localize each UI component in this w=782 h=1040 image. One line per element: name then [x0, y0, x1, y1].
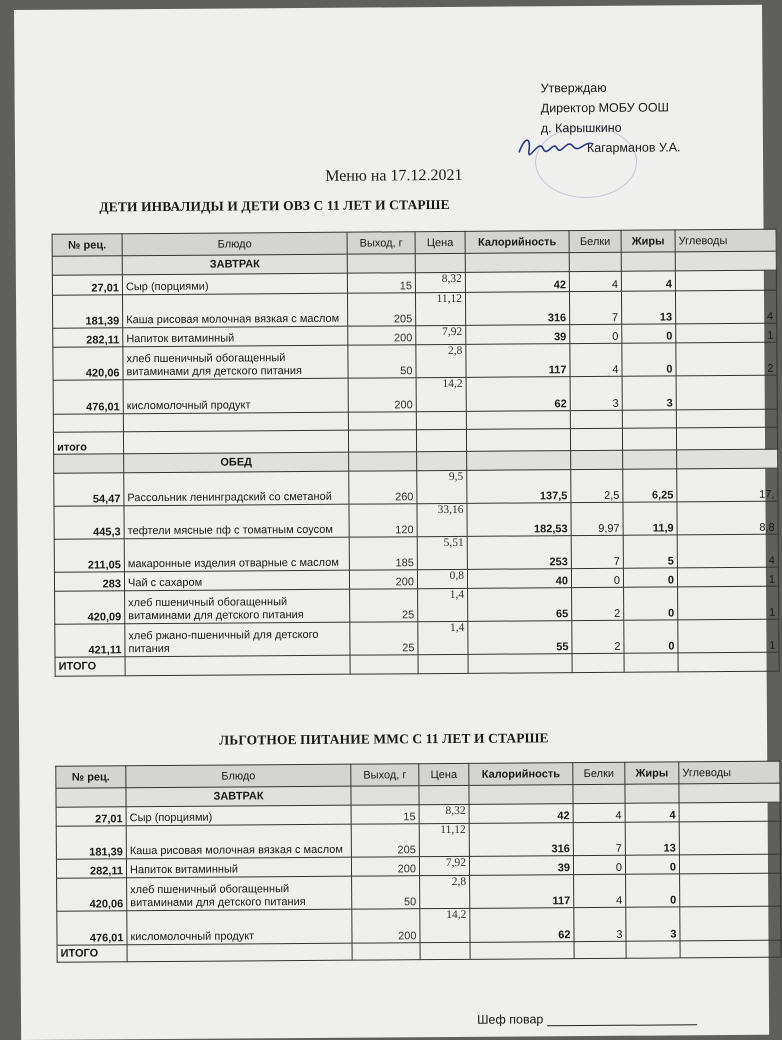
price: 8,32	[419, 804, 469, 823]
section-title-1: ДЕТИ ИНВАЛИДЫ И ДЕТИ ОВЗ С 11 ЛЕТ И СТАРШЕ	[99, 196, 450, 215]
carbs: 8,8	[677, 501, 778, 535]
table-row	[54, 468, 778, 506]
proteins: 4	[573, 803, 625, 822]
total-label: ИТОГО	[55, 657, 125, 676]
calories: 55	[468, 621, 572, 655]
header-out: Выход, г	[347, 232, 415, 254]
table-row	[53, 342, 777, 380]
meal-label: ОБЕД	[124, 452, 349, 473]
recipe-number: 420,06	[53, 347, 123, 380]
recipe-number: 282,11	[53, 328, 123, 347]
header-rec: № рец.	[52, 234, 122, 256]
price: 11,12	[415, 292, 465, 325]
price: 11,12	[419, 823, 469, 856]
fats: 11,9	[623, 502, 677, 535]
header-prot: Белки	[569, 230, 621, 252]
carbs: 1	[678, 586, 779, 620]
chef-signature-line	[477, 1011, 697, 1027]
dish-name: тефтели мясные пф с томатным соусом	[124, 504, 349, 539]
price: 2,8	[420, 875, 470, 908]
output-grams: 120	[349, 504, 417, 537]
proteins: 0	[571, 568, 623, 587]
carbs: 1	[676, 323, 777, 343]
output-grams: 200	[348, 326, 416, 345]
menu-table-1	[52, 229, 780, 677]
fats: 0	[626, 874, 680, 907]
calories: 39	[466, 325, 570, 345]
carbs	[679, 821, 780, 855]
output-grams: 185	[349, 537, 417, 570]
calories: 40	[467, 569, 571, 589]
menu-table-2	[55, 761, 781, 963]
price: 1,4	[418, 621, 468, 654]
recipe-number: 445,3	[54, 506, 124, 539]
carbs	[680, 906, 781, 941]
dish-name: хлеб ржано-пшеничный для детского питания	[125, 622, 350, 657]
calories: 316	[465, 292, 569, 326]
header-carb: Углеводы	[679, 761, 780, 784]
recipe-number: 27,01	[56, 807, 126, 826]
proteins: 7	[571, 535, 623, 568]
carbs: 17,	[677, 468, 778, 502]
recipe-number: 211,05	[54, 539, 124, 572]
output-grams: 50	[348, 345, 416, 378]
calories: 182,53	[467, 503, 571, 537]
table-row	[54, 534, 778, 572]
output-grams: 15	[351, 805, 419, 824]
signature-blank	[547, 1024, 697, 1026]
fats: 13	[625, 822, 679, 855]
output-grams: 25	[350, 589, 418, 622]
proteins: 2	[572, 620, 624, 653]
dish-name: кисломолочный продукт	[127, 909, 352, 945]
output-grams: 200	[349, 570, 417, 589]
output-grams: 260	[349, 471, 417, 504]
recipe-number: 420,06	[57, 878, 127, 911]
proteins: 7	[573, 822, 625, 855]
header-price: Цена	[419, 763, 469, 785]
fats: 4	[625, 803, 679, 822]
fats: 0	[623, 568, 677, 587]
dish-name: Сыр (порциями)	[122, 273, 347, 295]
fats: 6,25	[623, 469, 677, 502]
table-row	[52, 290, 776, 328]
recipe-number: 181,39	[52, 295, 122, 328]
header-prot: Белки	[573, 762, 625, 784]
fats: 3	[626, 907, 680, 941]
header-dish: Блюдо	[122, 232, 347, 256]
table-row	[55, 619, 779, 657]
recipe-number: 27,01	[52, 275, 122, 295]
total-label: ИТОГО	[57, 945, 127, 962]
fats: 13	[621, 291, 675, 324]
header-carb: Углеводы	[675, 229, 776, 252]
fats: 4	[621, 271, 675, 291]
header-dish: Блюдо	[126, 764, 351, 788]
calories: 62	[466, 377, 570, 412]
recipe-number: 421,11	[55, 624, 125, 657]
approval-line-4: Кагарманов У.А.	[586, 140, 681, 156]
calories: 316	[469, 823, 573, 857]
proteins: 2	[572, 587, 624, 620]
header-fat: Жиры	[625, 762, 679, 784]
output-grams: 25	[350, 622, 418, 655]
dish-name: кисломолочный продукт	[123, 378, 348, 414]
table-row	[55, 586, 779, 624]
meal-label: ЗАВТРАК	[122, 254, 347, 275]
price: 7,92	[416, 325, 466, 344]
output-grams: 205	[347, 293, 415, 326]
dish-name: Рассольник ленинградский со сметаной	[124, 471, 349, 506]
price: 2,8	[416, 344, 466, 377]
meal-label: ЗАВТРАК	[126, 786, 351, 807]
carbs: 4	[677, 534, 778, 568]
price: 8,32	[415, 272, 465, 292]
calories: 62	[470, 908, 574, 943]
dish-name: хлеб пшеничный обогащенный витаминами для детского питания	[125, 589, 350, 624]
header-fat: Жиры	[621, 230, 675, 252]
header-kcal: Калорийность	[465, 231, 569, 254]
price: 14,2	[420, 908, 470, 942]
approval-line-2: Директор МОБУ ООШ	[540, 100, 670, 116]
dish-name: Сыр (порциями)	[126, 805, 351, 826]
dish-name: хлеб пшеничный обогащенный витаминами для детского питания	[123, 345, 348, 380]
output-grams: 205	[351, 824, 419, 857]
proteins: 3	[574, 907, 626, 941]
carbs	[679, 802, 780, 822]
fats: 0	[625, 855, 679, 874]
calories: 117	[466, 344, 570, 378]
carbs	[675, 270, 776, 291]
price: 7,92	[419, 856, 469, 875]
carbs: 4	[675, 290, 776, 324]
carbs	[676, 375, 777, 410]
calories: 65	[468, 588, 572, 622]
header-rec: № рец.	[56, 766, 126, 788]
price: 33,16	[417, 503, 467, 536]
proteins: 4	[574, 874, 626, 907]
price: 5,51	[417, 536, 467, 569]
dish-name: Напиток витаминный	[123, 326, 348, 347]
table-row	[57, 906, 781, 945]
price: 0,8	[417, 569, 467, 588]
calories: 39	[469, 856, 573, 876]
price: 1,4	[418, 588, 468, 621]
dish-name: хлеб пшеничный обогащенный витаминами для детского питания	[127, 876, 352, 911]
dish-name: Чай с сахаром	[124, 570, 349, 591]
menu-title: Меню на 17.12.2021	[325, 166, 463, 185]
dish-name: макаронные изделия отварные с маслом	[124, 537, 349, 572]
dish-name: Каша рисовая молочная вязкая с маслом	[122, 293, 347, 328]
table-row	[56, 821, 780, 859]
header-out: Выход, г	[351, 764, 419, 786]
section-title-2: ЛЬГОТНОЕ ПИТАНИЕ ММС С 11 ЛЕТ И СТАРШЕ	[219, 730, 549, 748]
approval-line-3: д. Карышкино	[540, 120, 622, 136]
output-grams: 200	[351, 857, 419, 876]
table-row	[53, 375, 777, 414]
table-row	[54, 501, 778, 539]
proteins: 4	[569, 271, 621, 291]
proteins: 9,97	[571, 502, 623, 535]
recipe-number: 181,39	[56, 826, 126, 859]
proteins: 2,5	[571, 469, 623, 502]
price: 14,2	[416, 377, 466, 411]
document-page	[14, 5, 776, 1040]
proteins: 7	[569, 291, 621, 324]
table-row	[57, 873, 781, 911]
calories: 42	[465, 272, 569, 293]
fats: 5	[623, 535, 677, 568]
output-grams: 15	[347, 273, 415, 293]
chef-label: Шеф повар	[477, 1012, 544, 1027]
recipe-number: 476,01	[57, 911, 127, 945]
calories: 117	[470, 875, 574, 909]
recipe-number: 283	[54, 572, 124, 591]
proteins: 0	[573, 855, 625, 874]
fats: 0	[622, 324, 676, 343]
recipe-number: 282,11	[56, 859, 126, 878]
price: 9,5	[417, 470, 467, 503]
output-grams: 200	[352, 909, 420, 943]
proteins: 0	[570, 324, 622, 343]
recipe-number: 476,01	[53, 380, 123, 414]
signature	[515, 130, 595, 161]
output-grams: 200	[348, 378, 416, 412]
dish-name: Каша рисовая молочная вязкая с маслом	[126, 824, 351, 859]
calories: 42	[469, 804, 573, 824]
total-label: итого	[53, 432, 123, 454]
carbs: 2	[676, 342, 777, 376]
calories: 137,5	[467, 470, 571, 504]
approval-line-1: Утверждаю	[540, 80, 607, 96]
calories: 253	[467, 536, 571, 570]
proteins: 4	[570, 343, 622, 376]
dish-name: Напиток витаминный	[126, 857, 351, 878]
proteins: 3	[570, 376, 622, 410]
fats: 0	[622, 343, 676, 376]
carbs	[680, 873, 781, 907]
fats: 3	[622, 376, 676, 410]
header-kcal: Калорийность	[469, 763, 573, 786]
fats: 0	[624, 620, 678, 653]
carbs: 1	[677, 567, 778, 587]
fats: 0	[624, 587, 678, 620]
header-price: Цена	[415, 231, 465, 253]
output-grams: 50	[352, 876, 420, 909]
recipe-number: 54,47	[54, 473, 124, 506]
carbs	[679, 854, 780, 874]
recipe-number: 420,09	[55, 591, 125, 624]
carbs: 1	[678, 619, 779, 653]
